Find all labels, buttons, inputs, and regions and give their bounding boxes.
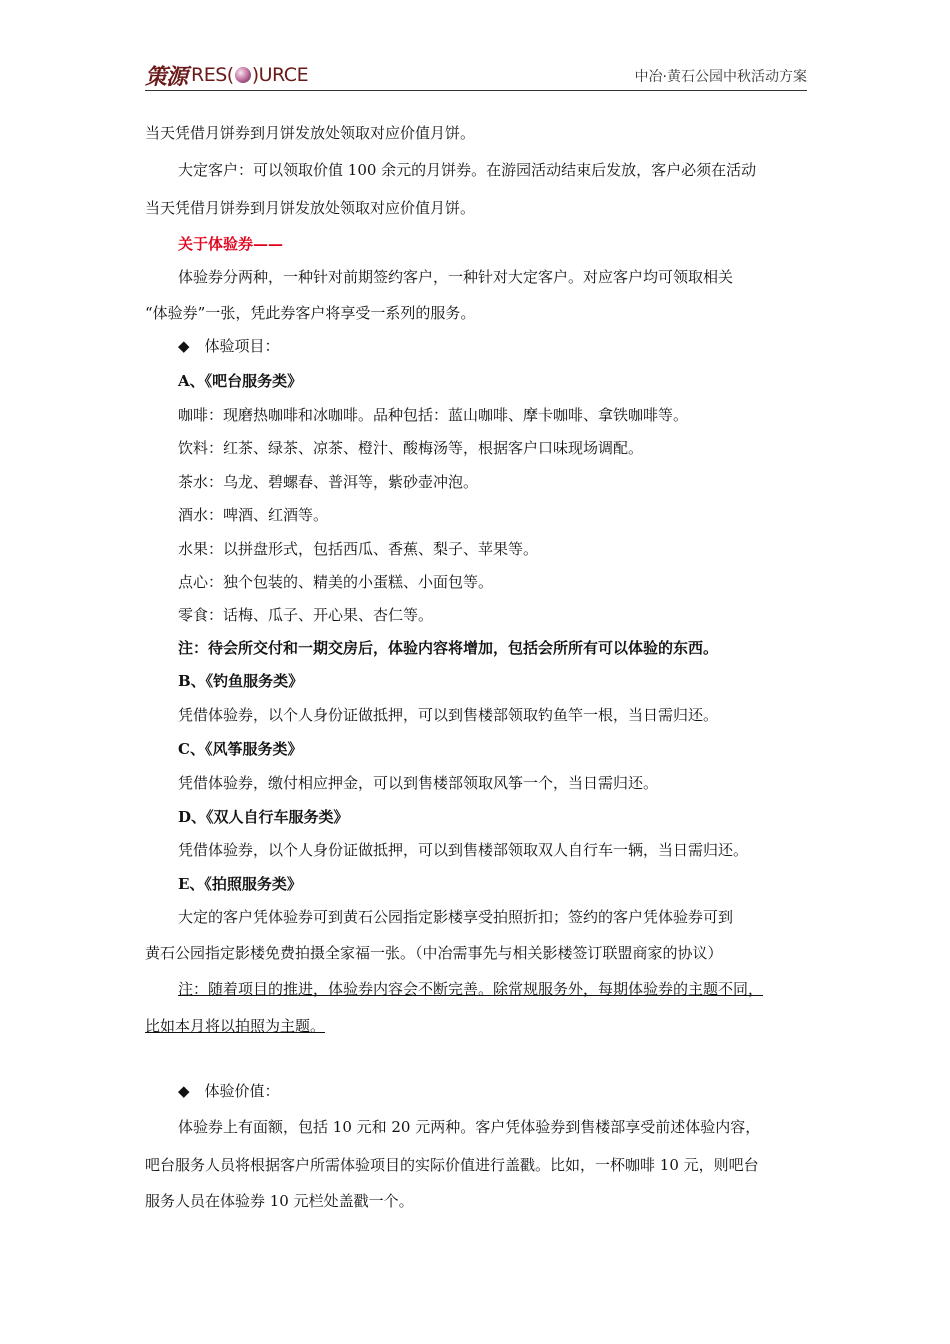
paragraph-line: 凭借体验券，缴付相应押金，可以到售楼部领取风筝一个，当日需归还。 (178, 774, 659, 792)
paragraph-line: 吧台服务人员将根据客户所需体验项目的实际价值进行盖戳。比如，一杯咖啡 10 元，则吧台 (145, 1156, 759, 1174)
list-item: 茶水：乌龙、碧螺春、普洱等，紫砂壶冲泡。 (178, 473, 479, 491)
note-a: 注：待会所交付和一期交房后，体验内容将增加，包括会所所有可以体验的东西。 (178, 639, 719, 657)
list-item: 零食：话梅、瓜子、开心果、杏仁等。 (178, 606, 434, 624)
logo-chinese-text: 策源 (145, 63, 188, 90)
page-header (145, 62, 807, 91)
note-e-continued: 比如本月将以拍照为主题。 (145, 1017, 326, 1035)
category-heading-d: D、《双人自行车服务类》 (178, 808, 349, 826)
paragraph-line: 当天凭借月饼券到月饼发放处领取对应价值月饼。 (145, 124, 476, 142)
category-heading-e: E、《拍照服务类》 (178, 875, 302, 893)
category-heading-b: B、《钓鱼服务类》 (178, 672, 304, 690)
note-e: 注：随着项目的推进，体验券内容会不断完善。除常规服务外，每期体验券的主题不同， (178, 980, 764, 998)
logo-english-right: URCE (258, 64, 309, 86)
list-item: 酒水：啤酒、红酒等。 (178, 506, 329, 524)
paragraph-line: 大定客户：可以领取价值 100 余元的月饼券。在游园活动结束后发放，客户必须在活动 (178, 161, 757, 179)
list-item: 咖啡：现磨热咖啡和冰咖啡。品种包括：蓝山咖啡、摩卡咖啡、拿铁咖啡等。 (178, 406, 689, 424)
paragraph-line: 黄石公园指定影楼免费拍摄全家福一张。（中冶需事先与相关影楼签订联盟商家的协议） (145, 944, 723, 962)
category-heading-c: C、《风筝服务类》 (178, 740, 303, 758)
bullet-heading: ◆ 体验价值： (178, 1082, 280, 1100)
paragraph-line: 体验券分两种，一种针对前期签约客户，一种针对大定客户。对应客户均可领取相关 (178, 268, 734, 286)
paragraph-line: 大定的客户凭体验券可到黄石公园指定影楼享受拍照折扣；签约的客户凭体验券可到 (178, 908, 734, 926)
company-logo (145, 62, 308, 88)
paragraph-line: 当天凭借月饼券到月饼发放处领取对应价值月饼。 (145, 199, 476, 217)
logo-ball-icon (235, 67, 251, 83)
logo-english-left: RES (191, 64, 227, 86)
document-title: 中冶·黄石公园中秋活动方案 (634, 69, 807, 85)
paragraph-line: 体验券上有面额，包括 10 元和 20 元两种。客户凭体验券到售楼部享受前述体验内容， (178, 1118, 761, 1136)
paragraph-line: “体验券”一张，凭此券客户将享受一系列的服务。 (145, 304, 476, 322)
list-item: 饮料：红茶、绿茶、凉茶、橙汁、酸梅汤等，根据客户口味现场调配。 (178, 439, 644, 457)
bullet-heading: ◆ 体验项目： (178, 337, 280, 355)
category-heading-a: A、《吧台服务类》 (178, 372, 303, 390)
paragraph-line: 服务人员在体验券 10 元栏处盖戳一个。 (145, 1192, 414, 1210)
section-heading: 关于体验券—— (178, 235, 284, 253)
paragraph-line: 凭借体验券，以个人身份证做抵押，可以到售楼部领取双人自行车一辆，当日需归还。 (178, 841, 749, 859)
list-item: 点心：独个包装的、精美的小蛋糕、小面包等。 (178, 573, 494, 591)
list-item: 水果：以拼盘形式，包括西瓜、香蕉、梨子、苹果等。 (178, 540, 539, 558)
paragraph-line: 凭借体验券，以个人身份证做抵押，可以到售楼部领取钓鱼竿一根，当日需归还。 (178, 706, 719, 724)
logo-english-text: RES ( ) URCE (191, 64, 309, 86)
